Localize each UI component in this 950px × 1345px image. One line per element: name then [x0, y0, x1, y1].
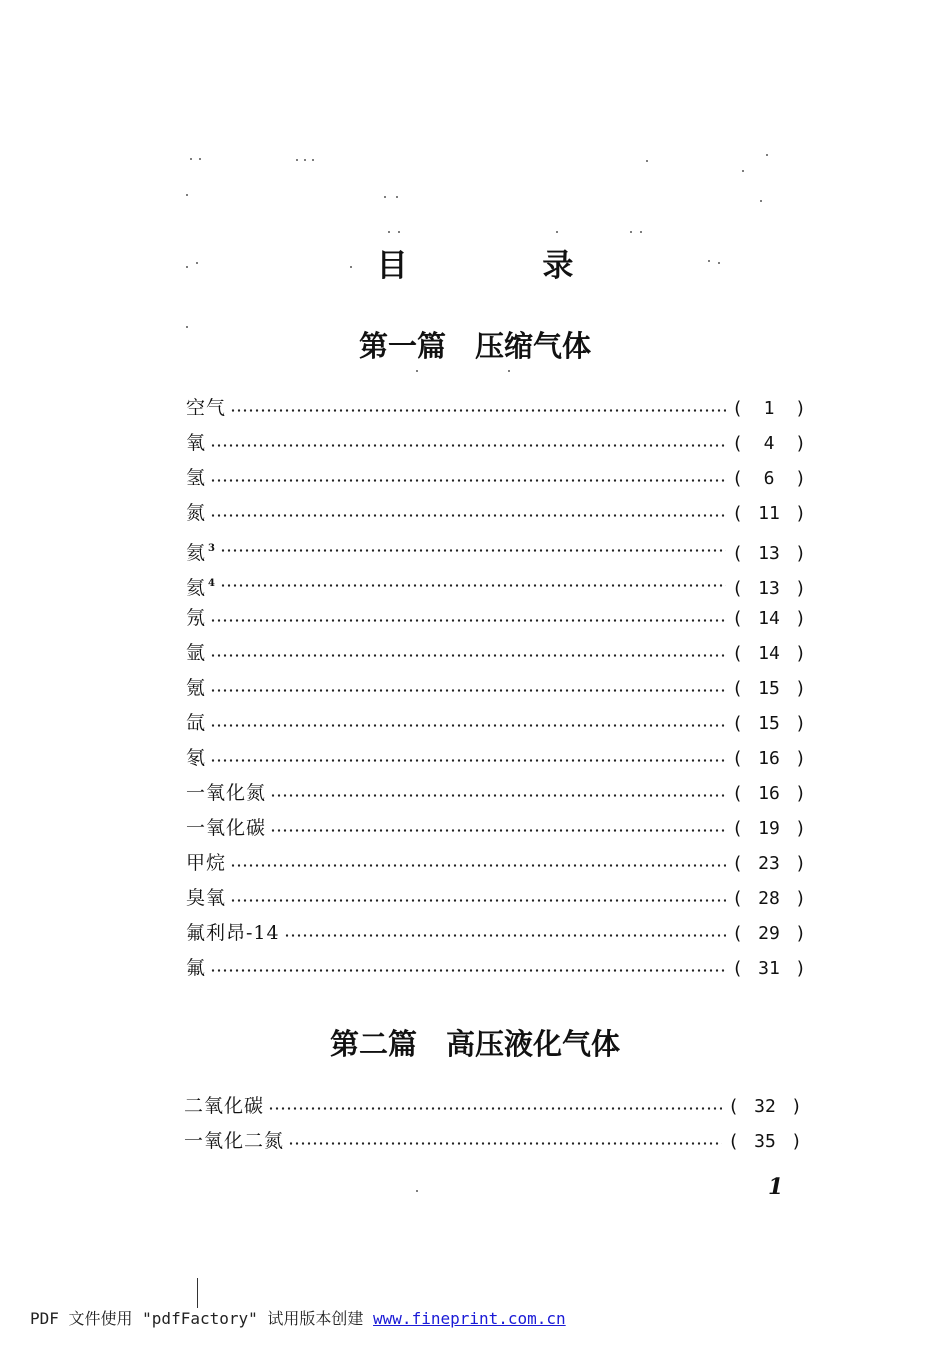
part-2-heading: 第二篇 高压液化气体 — [329, 1027, 620, 1061]
toc-entry-label: 氦 $^4$ — [186, 577, 216, 599]
toc-entry-label: 空气 — [186, 397, 227, 419]
toc-page-ref: ( 14 ) — [732, 643, 806, 664]
part-2-toc — [184, 1089, 802, 1159]
toc-leader-dots — [288, 1142, 722, 1145]
toc-entry-label: 氮 — [186, 502, 207, 524]
toc-entry[interactable] — [186, 636, 806, 671]
page-title: 目 录 — [376, 248, 636, 284]
toc-entry[interactable] — [186, 461, 806, 496]
isotope-superscript: 3 — [208, 543, 216, 554]
toc-leader-dots — [210, 444, 726, 447]
part-1-toc — [186, 391, 806, 986]
toc-leader-dots — [270, 794, 726, 797]
toc-page-ref: ( 28 ) — [732, 888, 806, 909]
toc-entry-label: 氦 $^3$ — [186, 542, 216, 564]
toc-entry[interactable] — [186, 531, 806, 566]
toc-leader-dots — [210, 654, 726, 657]
toc-leader-dots — [220, 584, 726, 587]
toc-entry[interactable] — [186, 566, 806, 601]
toc-entry[interactable] — [186, 846, 806, 881]
toc-entry-label: 臭氧 — [186, 887, 227, 909]
toc-page-ref: ( 11 ) — [732, 503, 806, 524]
pdf-footer — [30, 1306, 566, 1329]
toc-page-ref: ( 16 ) — [732, 748, 806, 769]
toc-entry-label: 甲烷 — [186, 852, 227, 874]
toc-entry[interactable] — [184, 1089, 802, 1124]
toc-leader-dots — [210, 689, 726, 692]
footer-text: PDF 文件使用 "pdfFactory" 试用版本创建 — [30, 1309, 374, 1328]
toc-entry[interactable] — [184, 1124, 802, 1159]
toc-page-ref: ( 16 ) — [732, 783, 806, 804]
toc-entry-label: 氩 — [186, 642, 207, 664]
toc-entry[interactable] — [186, 706, 806, 741]
toc-entry-label: 氟 — [186, 957, 207, 979]
toc-entry[interactable] — [186, 426, 806, 461]
toc-entry-label: 一氧化二氮 — [184, 1130, 285, 1152]
isotope-superscript: 4 — [208, 578, 216, 589]
toc-entry[interactable] — [186, 741, 806, 776]
toc-entry[interactable] — [186, 916, 806, 951]
toc-page-ref: ( 13 ) — [732, 578, 806, 599]
toc-entry[interactable] — [186, 881, 806, 916]
toc-leader-dots — [210, 479, 726, 482]
toc-entry-label: 一氧化碳 — [186, 817, 267, 839]
toc-page-ref: ( 1 ) — [732, 398, 806, 419]
toc-entry-label: 氪 — [186, 677, 207, 699]
toc-leader-dots — [220, 549, 726, 552]
toc-entry-label: 氟利昂-14 — [186, 922, 280, 944]
toc-page-ref: ( 4 ) — [732, 433, 806, 454]
toc-entry-label: 氢 — [186, 467, 207, 489]
part-1-heading: 第一篇 压缩气体 — [358, 329, 591, 363]
toc-leader-dots — [270, 829, 726, 832]
toc-entry[interactable] — [186, 601, 806, 636]
toc-page-ref: ( 35 ) — [728, 1131, 802, 1152]
toc-entry-label: 一氧化氮 — [186, 782, 267, 804]
toc-leader-dots — [210, 724, 726, 727]
toc-leader-dots — [230, 864, 726, 867]
page-number: 1 — [768, 1174, 784, 1200]
toc-leader-dots — [210, 619, 726, 622]
toc-leader-dots — [210, 514, 726, 517]
toc-page-ref: ( 15 ) — [732, 713, 806, 734]
toc-entry-label: 氡 — [186, 747, 207, 769]
toc-entry[interactable] — [186, 951, 806, 986]
toc-entry-label: 氙 — [186, 712, 207, 734]
scan-margin-mark — [197, 1278, 198, 1308]
toc-leader-dots — [284, 934, 726, 937]
toc-entry[interactable] — [186, 671, 806, 706]
toc-entry[interactable] — [186, 496, 806, 531]
toc-leader-dots — [210, 969, 726, 972]
toc-entry[interactable] — [186, 776, 806, 811]
toc-page-ref: ( 29 ) — [732, 923, 806, 944]
toc-page-ref: ( 6 ) — [732, 468, 806, 489]
footer-link[interactable]: www.fineprint.com.cn — [373, 1309, 566, 1328]
toc-entry[interactable] — [186, 811, 806, 846]
toc-page-ref: ( 31 ) — [732, 958, 806, 979]
toc-entry-label: 氖 — [186, 607, 207, 629]
toc-leader-dots — [210, 759, 726, 762]
toc-leader-dots — [268, 1107, 722, 1110]
toc-entry-label: 氧 — [186, 432, 207, 454]
toc-entry-label: 二氧化碳 — [184, 1095, 265, 1117]
toc-page-ref: ( 19 ) — [732, 818, 806, 839]
toc-page-ref: ( 13 ) — [732, 543, 806, 564]
toc-leader-dots — [230, 409, 726, 412]
toc-entry[interactable] — [186, 391, 806, 426]
toc-page-ref: ( 15 ) — [732, 678, 806, 699]
toc-leader-dots — [230, 899, 726, 902]
toc-page-ref: ( 14 ) — [732, 608, 806, 629]
toc-page-ref: ( 23 ) — [732, 853, 806, 874]
toc-page-ref: ( 32 ) — [728, 1096, 802, 1117]
